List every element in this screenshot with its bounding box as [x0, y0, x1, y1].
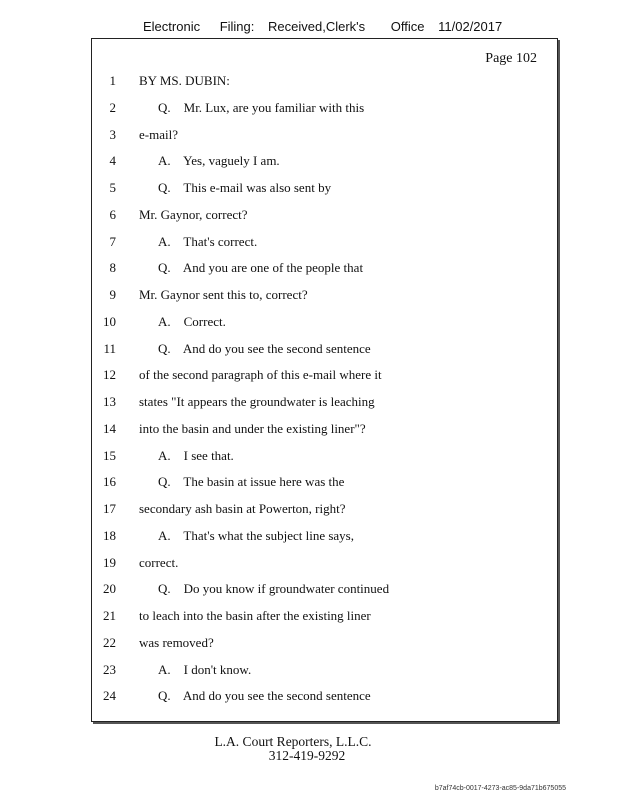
line-number: 9: [109, 287, 116, 302]
line-text: Q. This e-mail was also sent by: [158, 180, 332, 195]
line-text: A. Yes, vaguely I am.: [158, 153, 280, 169]
line-number: 8: [109, 260, 116, 276]
transcript-line: [92, 528, 532, 546]
transcript-line: [92, 662, 532, 680]
transcript-line: [92, 341, 532, 359]
line-number: 12: [103, 367, 116, 383]
line-number: 11: [103, 340, 116, 356]
transcript-page: [91, 38, 558, 722]
line-text: of the second paragraph of this e-mail where it: [139, 367, 382, 383]
line-number: 7: [109, 233, 116, 249]
line-number: 2: [109, 99, 116, 115]
transcript-line: [92, 314, 532, 332]
transcript-line: [92, 234, 532, 252]
transcript-line: [92, 474, 532, 492]
page-number: Page 102: [485, 51, 537, 66]
line-text: A. Correct.: [158, 313, 226, 329]
line-text: Mr. Gaynor sent this to, correct?: [139, 287, 308, 302]
stamp-received: Received,Clerk's: [268, 19, 366, 34]
line-number: 4: [109, 153, 116, 169]
line-text: A. I don't know.: [158, 661, 252, 677]
line-number: 24: [103, 688, 116, 704]
line-number: 3: [109, 126, 116, 142]
filing-stamp: [143, 19, 502, 34]
stamp-date: 11/02/2017: [438, 19, 503, 34]
transcript-line: [92, 367, 532, 385]
document-hash: b7af74cb-0017-4273-ac85-9da71b675055: [434, 785, 566, 792]
line-number: 19: [103, 554, 116, 570]
line-text: Q. Do you know if groundwater continued: [158, 581, 390, 597]
reporter-company: L.A. Court Reporters, L.L.C.: [214, 734, 372, 749]
line-number: 17: [103, 501, 116, 516]
line-text: Q. And do you see the second sentence: [158, 340, 371, 356]
transcript-line: [92, 581, 532, 599]
transcript-line: [92, 127, 532, 145]
transcript-line: [92, 73, 532, 91]
line-number: 15: [103, 447, 116, 463]
stamp-filing: Filing:: [219, 19, 255, 34]
line-text: states "It appears the groundwater is leaching: [139, 394, 375, 409]
transcript-line: [92, 608, 532, 626]
line-number: 1: [109, 73, 116, 88]
line-number: 16: [103, 474, 116, 490]
transcript-line: [92, 421, 532, 439]
line-text: to leach into the basin after the existing liner: [139, 608, 371, 623]
line-number: 21: [103, 608, 116, 623]
line-text: Q. Mr. Lux, are you familiar with this: [158, 99, 365, 115]
line-text: A. That's what the subject line says,: [158, 527, 354, 543]
line-text: was removed?: [139, 634, 214, 650]
line-text: into the basin and under the existing liner"?: [139, 420, 366, 436]
line-text: secondary ash basin at Powerton, right?: [139, 501, 346, 516]
line-number: 10: [103, 313, 116, 329]
line-number: 18: [103, 527, 116, 543]
transcript-line: [92, 100, 532, 118]
reporter-phone: 312-419-9292: [268, 748, 346, 763]
line-text: BY MS. DUBIN:: [139, 73, 230, 88]
transcript-line: [92, 153, 532, 171]
line-number: 5: [109, 180, 116, 195]
transcript-line: [92, 688, 532, 706]
transcript-line: [92, 555, 532, 573]
transcript-line: [92, 394, 532, 412]
line-text: Q. The basin at issue here was the: [158, 474, 345, 490]
transcript-line: [92, 207, 532, 225]
transcript-line: [92, 501, 532, 519]
transcript-line: [92, 448, 532, 466]
line-text: A. That's correct.: [158, 233, 258, 249]
line-number: 23: [103, 661, 116, 677]
stamp-electronic: Electronic: [143, 19, 201, 34]
line-number: 22: [103, 634, 116, 650]
line-text: correct.: [139, 554, 179, 570]
line-text: e-mail?: [139, 126, 178, 142]
line-number: 13: [103, 394, 116, 409]
line-number: 20: [103, 581, 116, 597]
line-text: Q. And do you see the second sentence: [158, 688, 371, 704]
transcript-line: [92, 287, 532, 305]
transcript-line: [92, 180, 532, 198]
transcript-line: [92, 260, 532, 278]
line-number: 6: [109, 206, 116, 222]
line-text: Mr. Gaynor, correct?: [139, 206, 248, 222]
stamp-office: Office: [390, 19, 425, 34]
line-text: Q. And you are one of the people that: [158, 260, 364, 276]
line-number: 14: [103, 420, 116, 436]
transcript-line: [92, 635, 532, 653]
line-text: A. I see that.: [158, 447, 234, 463]
